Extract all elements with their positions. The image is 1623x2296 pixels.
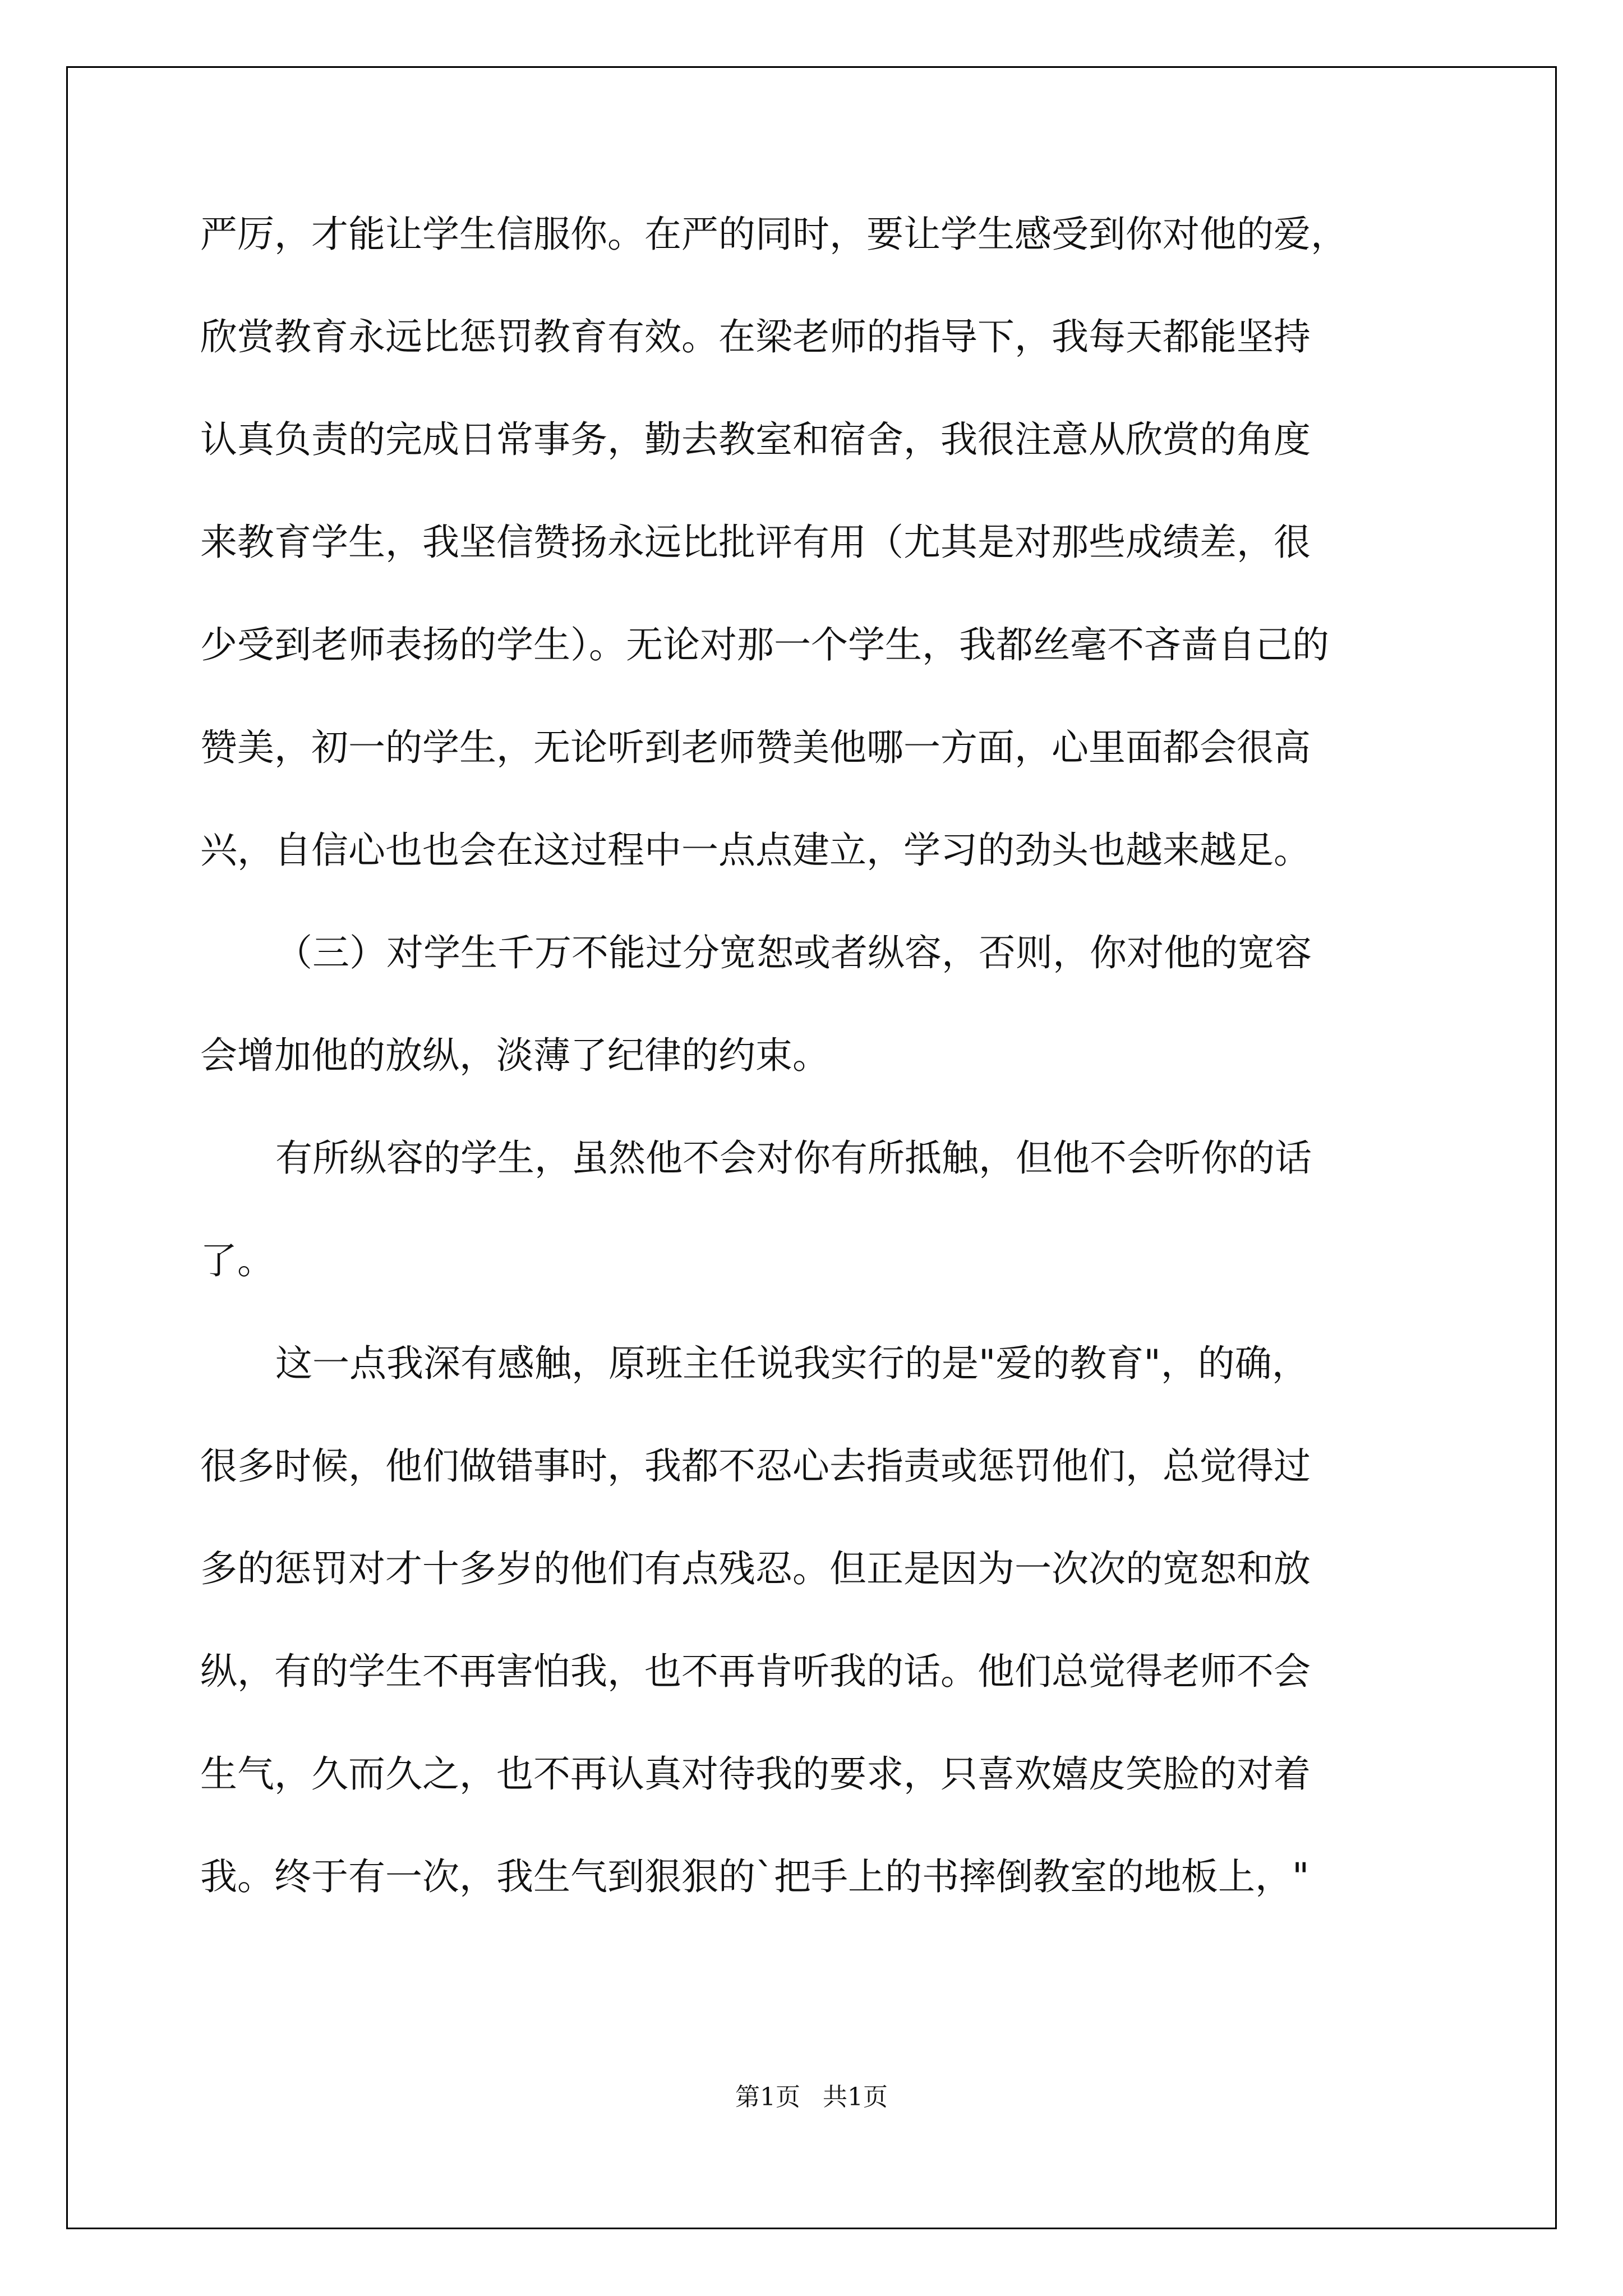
paragraph-start-line: （三）对学生千万不能过分宽恕或者纵容，否则，你对他的宽容 <box>275 931 1312 974</box>
text-line: 了。 <box>200 1239 274 1282</box>
text-line: 兴，自信心也也会在这过程中一点点建立，学习的劲头也越来越足。 <box>200 829 1311 872</box>
text-line: 赞美，初一的学生，无论听到老师赞美他哪一方面，心里面都会很高 <box>200 726 1311 769</box>
text-line: 少受到老师表扬的学生）。无论对那一个学生，我都丝毫不吝啬自己的 <box>200 623 1329 666</box>
paragraph-start-line: 有所纵容的学生，虽然他不会对你有所抵触，但他不会听你的话 <box>275 1137 1312 1180</box>
text-line: 认真负责的完成日常事务，勤去教室和宿舍，我很注意从欣赏的角度 <box>200 418 1311 461</box>
page-number: 第1页 <box>735 2083 800 2111</box>
text-line: 纵，有的学生不再害怕我，也不再肯听我的话。他们总觉得老师不会 <box>200 1650 1311 1693</box>
page-total: 共1页 <box>823 2083 888 2111</box>
text-line: 我。终于有一次，我生气到狠狠的`把手上的书摔倒教室的地板上，" <box>200 1855 1310 1898</box>
document-body <box>200 213 1462 1961</box>
text-line: 严厉，才能让学生信服你。在严的同时，要让学生感受到你对他的爱， <box>200 213 1348 256</box>
page-footer <box>0 2077 1623 2113</box>
text-line: 欣赏教育永远比惩罚教育有效。在梁老师的指导下，我每天都能坚持 <box>200 315 1311 358</box>
text-line: 来教育学生，我坚信赞扬永远比批评有用（尤其是对那些成绩差，很 <box>200 521 1311 564</box>
text-line: 多的惩罚对才十多岁的他们有点残忍。但正是因为一次次的宽恕和放 <box>200 1547 1311 1590</box>
paragraph-start-line: 这一点我深有感触，原班主任说我实行的是"爱的教育"，的确， <box>275 1342 1309 1385</box>
text-line: 生气，久而久之，也不再认真对待我的要求，只喜欢嬉皮笑脸的对着 <box>200 1752 1311 1796</box>
text-line: 很多时候，他们做错事时，我都不忍心去指责或惩罚他们，总觉得过 <box>200 1444 1311 1488</box>
text-line: 会增加他的放纵，淡薄了纪律的约束。 <box>200 1034 829 1077</box>
